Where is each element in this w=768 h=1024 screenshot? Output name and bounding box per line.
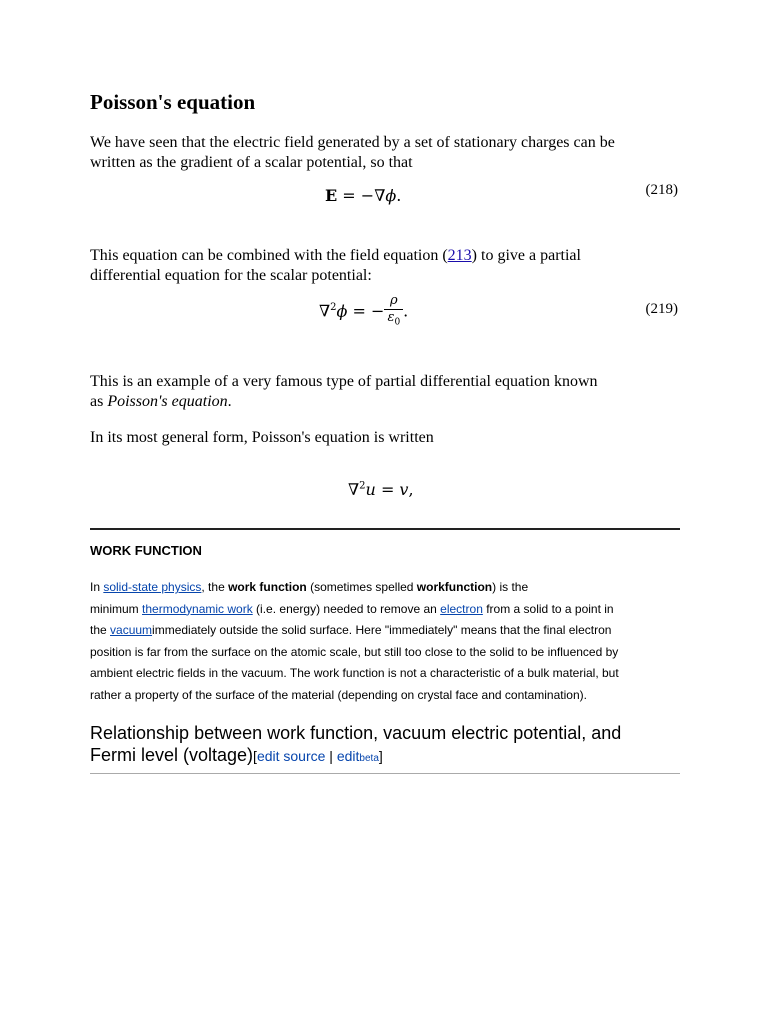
equation-number: (219) — [645, 301, 678, 317]
bold-workfunction: workfunction — [416, 580, 493, 594]
paragraph-field-equation — [90, 246, 680, 286]
text-run: In — [90, 580, 104, 594]
beta-label: beta — [359, 753, 379, 764]
edit-link[interactable] — [337, 748, 379, 764]
section-title-poissons-equation: Poisson's equation — [90, 90, 256, 114]
separator: | — [325, 748, 337, 764]
heading-line: Fermi level (voltage) — [90, 745, 254, 765]
equation-219 — [90, 290, 680, 336]
paragraph-line: written as the gradient of a scalar potential, so that — [90, 154, 413, 171]
text-run: minimum — [90, 601, 143, 616]
text-run: ) is the — [492, 580, 529, 594]
equation-218 — [90, 180, 680, 220]
equation-link-213[interactable]: 213 — [447, 247, 472, 264]
text-run: , the — [201, 580, 229, 594]
equation-219-formula: ∇$^2$ϕ = − $\frac{\rho}{\varepsilon_0}$ . — [319, 293, 409, 328]
equation-general — [90, 478, 680, 518]
paragraph-general-form: In its most general form, Poisson's equation is written — [90, 429, 434, 446]
link-thermodynamic-work[interactable]: thermodynamic work — [142, 601, 253, 616]
section-title-work-function: WORK FUNCTION — [90, 543, 202, 558]
section-heading-relationship — [90, 722, 680, 774]
text-run: the — [90, 623, 111, 638]
paragraph-electric-field — [90, 133, 680, 173]
equation-general-formula: ∇$^2$u = v, — [348, 480, 414, 499]
equation-number: (218) — [645, 182, 678, 198]
text-run: (sometimes spelled — [306, 580, 417, 594]
section-divider — [90, 528, 680, 530]
paragraph-work-function — [90, 577, 680, 707]
text-run: immediately outside the solid surface. Here "immediately" means that the final electron — [152, 623, 612, 638]
text-run: . — [227, 393, 232, 410]
equation-218-formula: E = −∇ϕ. — [325, 186, 402, 205]
bracket: [ — [253, 748, 257, 764]
text-run: as — [90, 393, 108, 410]
bold-work-function: work function — [228, 580, 307, 594]
bracket: ] — [378, 748, 383, 764]
text-run: (i.e. energy) needed to remove an — [252, 601, 441, 616]
link-electron[interactable]: electron — [440, 601, 483, 616]
text-run: from a solid to a point in — [482, 601, 614, 616]
text-run: This equation can be combined with the field equation ( — [90, 247, 448, 264]
heading-line: Relationship between work function, vacuum electric potential, and — [90, 723, 622, 743]
paragraph-line: We have seen that the electric field generated by a set of stationary charges can be — [90, 134, 615, 151]
text-run: position is far from the surface on the atomic scale, but still too close to the solid to be influenced by — [90, 644, 619, 659]
text-run: rather a property of the surface of the material (depending on crystal face and contamination). — [90, 687, 587, 702]
link-vacuum[interactable]: vacuum — [110, 623, 153, 638]
edit-label: edit — [336, 748, 360, 764]
edit-section-links — [253, 748, 383, 764]
paragraph-line: This is an example of a very famous type of partial differential equation known — [90, 373, 598, 390]
link-solid-state-physics[interactable]: solid-state physics — [103, 580, 202, 594]
emphasis-poissons-equation: Poisson's equation — [107, 393, 228, 410]
text-run: ) to give a partial — [471, 247, 581, 264]
paragraph-famous-pde — [90, 372, 680, 412]
text-run: ambient electric fields in the vacuum. The work function is not a characteristic of a bulk material, but — [90, 666, 619, 681]
paragraph-line: differential equation for the scalar potential: — [90, 267, 372, 284]
edit-source-link[interactable]: edit source — [256, 748, 326, 764]
